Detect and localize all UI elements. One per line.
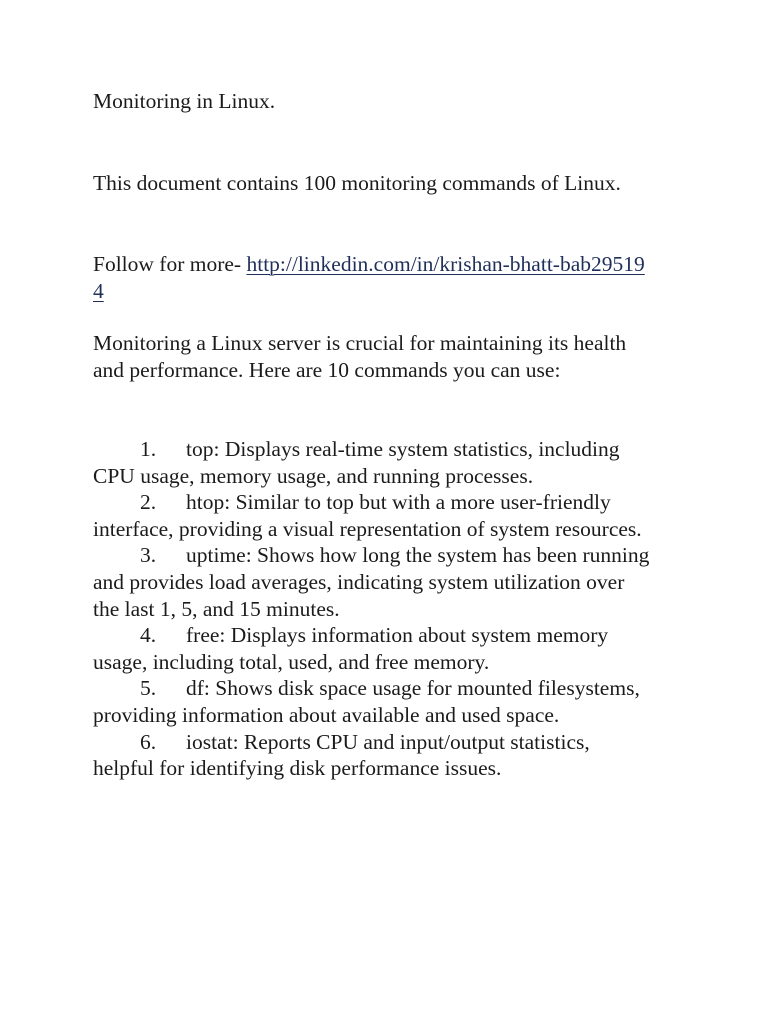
list-item bbox=[93, 675, 655, 728]
description-paragraph: Monitoring a Linux server is crucial for maintaining its health and performance. Here are 10 commands you can use: bbox=[93, 331, 627, 382]
list-item-text: free: Displays information about system memory usage, including total, used, and free memory. bbox=[93, 623, 609, 674]
list-item bbox=[93, 489, 655, 542]
list-item-number: 3. bbox=[140, 543, 157, 568]
list-item-text: iostat: Reports CPU and input/output statistics, helpful for identifying disk performance issues. bbox=[93, 729, 590, 781]
intro-paragraph: This document contains 100 monitoring commands of Linux. bbox=[93, 171, 621, 195]
linkedin-link[interactable]: http://linkedin.com/in/krishan-bhatt-bab295194 bbox=[93, 252, 645, 303]
list-item-text: htop: Similar to top but with a more user-friendly interface, providing a visual representation of system resources. bbox=[93, 490, 642, 541]
list-item-number: 6. bbox=[140, 729, 157, 754]
command-list bbox=[93, 436, 655, 782]
list-item-text: uptime: Shows how long the system has been running and provides load averages, indicating system utilization over the last 1, 5, and 15 minutes. bbox=[93, 543, 650, 621]
list-item-text: top: Displays real-time system statistics, including CPU usage, memory usage, and running processes. bbox=[93, 437, 620, 488]
list-item-number: 2. bbox=[140, 490, 157, 515]
follow-prefix: Follow for more- bbox=[93, 252, 247, 276]
list-item bbox=[93, 729, 655, 782]
list-item bbox=[93, 436, 655, 489]
list-item bbox=[93, 622, 655, 675]
list-item bbox=[93, 542, 655, 622]
list-item-text: df: Shows disk space usage for mounted filesystems, providing information about available and used space. bbox=[93, 676, 640, 727]
list-item-number: 5. bbox=[140, 676, 157, 701]
document-title: Monitoring in Linux. bbox=[93, 89, 276, 113]
follow-paragraph bbox=[93, 251, 655, 304]
list-item-number: 4. bbox=[140, 623, 157, 648]
list-item-number: 1. bbox=[140, 437, 157, 461]
